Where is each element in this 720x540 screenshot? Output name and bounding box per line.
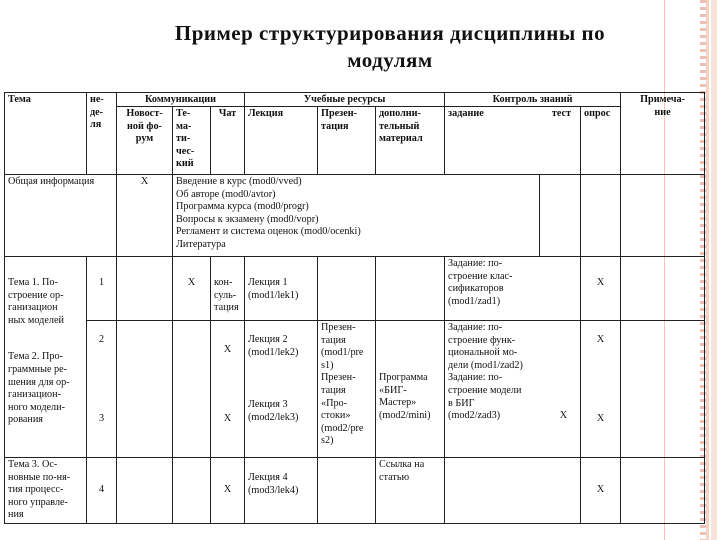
page-title [100, 20, 680, 74]
topic-cell: Тема 1. По- строение ор- ганизацион ных моделей Тема 2. Про- граммные ре- шения для ор- ганизацион- ного модели- рования [5, 257, 87, 458]
survey-mark: X [581, 458, 621, 524]
table-row [5, 458, 705, 524]
table-row [5, 175, 705, 257]
week-cell: 4 [87, 458, 117, 524]
title-line: Пример структурирования дисциплины по [174, 21, 606, 45]
table-row [5, 321, 705, 458]
col-news-forum-header: Новост- ной фо- рум [117, 107, 173, 175]
week-cell: 1 [87, 257, 117, 321]
col-survey-header: опрос [581, 107, 621, 175]
decorative-bar [711, 0, 717, 540]
header-group-row [5, 93, 705, 107]
col-assignment-test-header [445, 107, 581, 175]
col-presentation-header: Презен- тация [318, 107, 376, 175]
additional-cell: Программа «БИГ- Мастер» (mod2/mini) [376, 321, 445, 458]
chat-mark: X [223, 344, 232, 355]
knowledge-control-header: Контроль знаний [445, 93, 621, 107]
topic-cell: Тема 3. Ос- новные по-ня- тия процесс- ного управле- ния [5, 458, 87, 524]
col-lecture-header: Лекция [245, 107, 318, 175]
title-line: модулям [347, 48, 433, 72]
col-week-header: не- де- ля [87, 93, 117, 175]
themed-mark: X [173, 257, 211, 321]
table-row [5, 257, 705, 321]
news-forum-mark: X [117, 175, 173, 257]
survey-mark: X [581, 257, 621, 321]
chat-mark: X [211, 458, 245, 524]
general-topic: Общая информация [5, 175, 117, 257]
presentation-cell: Презен- тация (mod1/pre s1) Презен- тация «Про- стоки» (mod2/pre s2) [318, 321, 376, 458]
col-additional-header: дополни- тельный материал [376, 107, 445, 175]
col-assignment-header: задание [448, 108, 484, 119]
list-item: Литература [176, 238, 226, 250]
list-item: Введение в курс (mod0/vved) [176, 176, 302, 187]
assignment-cells: Задание: по- строение функ- циональной мо- дели (mod1/zad2) Задание: по- строение модели в БИГ (mod2/zad3) X [445, 321, 581, 458]
decorative-bar [706, 0, 709, 540]
col-chat-header: Чат [211, 107, 245, 175]
survey-cells [581, 321, 621, 458]
list-item: Об авторе (mod0/avtor) [176, 188, 276, 200]
week-cell: 3 [98, 412, 105, 424]
chat-cells [211, 321, 245, 458]
general-items [173, 175, 540, 257]
test-mark: X [559, 410, 568, 422]
structure-table [4, 92, 705, 524]
chat-cell: кон- суль- тация [211, 257, 245, 321]
col-topic-header: Тема [5, 93, 87, 175]
lecture-cell: Лекция 1 (mod1/lek1) [245, 257, 318, 321]
week-cells [87, 321, 117, 458]
list-item: Программа курса (mod0/progr) [176, 201, 309, 213]
list-item: Регламент и система оценок (mod0/ocenki) [176, 226, 361, 238]
assignment-cell: Задание: по- строение клас- сификаторов (mod1/zad1) [445, 257, 581, 321]
additional-cell: Ссылка на статью [376, 458, 445, 524]
learning-resources-header: Учебные ресурсы [245, 93, 445, 107]
communications-header: Коммуникации [117, 93, 245, 107]
lecture-cell: Лекция 4 (mod3/lek4) [245, 458, 318, 524]
chat-mark: X [223, 412, 232, 424]
col-themed-header: Те- ма- ти- чес- кий [173, 107, 211, 175]
list-item: Вопросы к экзамену (mod0/vopr) [176, 213, 319, 225]
lecture-cells: Лекция 2 (mod1/lek2) Лекция 3 (mod2/lek3) [245, 321, 318, 458]
col-test-header: тест [551, 108, 572, 119]
survey-mark: X [596, 412, 605, 424]
week-cell: 2 [98, 334, 105, 345]
col-notes-header: Примеча- ние [621, 93, 705, 175]
survey-mark: X [596, 334, 605, 345]
